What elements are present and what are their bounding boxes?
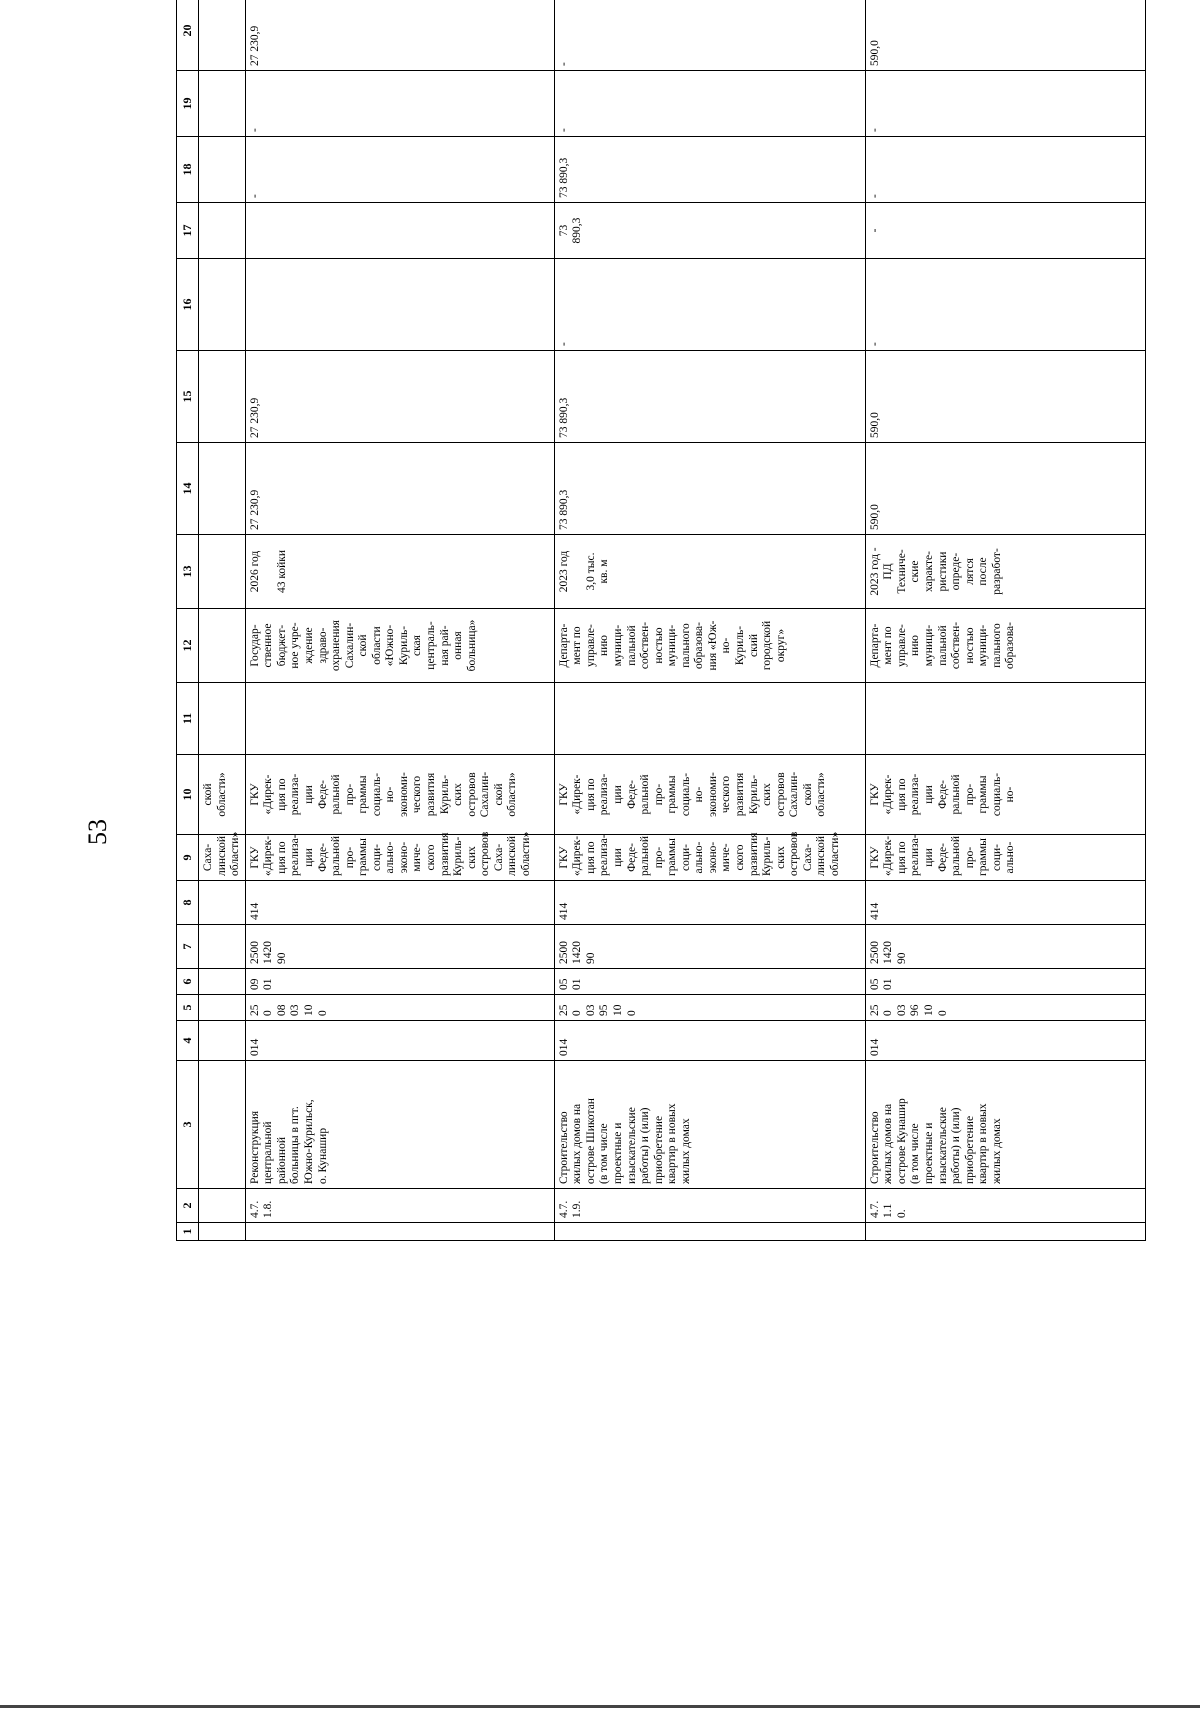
table-cell-c4 <box>245 1021 554 1061</box>
column-header: 11 <box>177 683 199 755</box>
cell-text: 014 <box>557 1038 570 1056</box>
cell-text: ГКУ «Дирек- ция по реализа- ции Феде- ральной про- граммы соци- ально- эконо- миче- ского развития Куриль- ских островов Саха- линской области» <box>557 831 841 876</box>
column-header: 6 <box>177 969 199 995</box>
column-header: 5 <box>177 995 199 1021</box>
cell-text: Строительство жилых домов на острове Шикотан (в том числе проектные и изыскательские работы) и (или) приобретение квартир в новых жилых домах <box>557 1098 692 1184</box>
cell-text: 25 0 03 96 10 0 <box>868 1004 949 1016</box>
cell-text: 73 890,3 <box>557 157 570 198</box>
column-header: 9 <box>177 835 199 881</box>
table-cell-c14 <box>245 443 554 535</box>
table-cell-c17 <box>554 203 865 259</box>
table-cell-c10 <box>245 755 554 835</box>
scan-edge <box>0 1705 1200 1708</box>
column-header: 7 <box>177 925 199 969</box>
table-cell-c12 <box>554 609 865 683</box>
cell-text: - <box>557 342 570 346</box>
cell-text: - <box>248 194 261 198</box>
table-cell-c6 <box>554 969 865 995</box>
table-cell-c8 <box>554 881 865 925</box>
column-header: 4 <box>177 1021 199 1061</box>
table-cell-c11 <box>245 683 554 755</box>
cell-text: - <box>248 128 261 132</box>
cell-text: 2500 1420 90 <box>248 941 288 964</box>
table-cell-c13 <box>865 535 1145 609</box>
cell-text: 27 230,9 <box>248 489 261 530</box>
column-header: 13 <box>177 535 199 609</box>
table-cell-c16 <box>245 259 554 351</box>
table-cell-c20 <box>865 0 1145 71</box>
table-cell-c14 <box>865 443 1145 535</box>
cell-text <box>246 259 251 350</box>
continuation-text: Саха- линской области» <box>202 831 242 876</box>
cell-text: 4.7. 1.1 0. <box>868 1200 908 1218</box>
column-header: 12 <box>177 609 199 683</box>
program-table <box>176 0 1146 1241</box>
table-cell-c12 <box>245 609 554 683</box>
cell-text: 4.7. 1.8. <box>248 1200 275 1218</box>
cell-text: Государ- ственное бюджет- ное учре- ждение здраво- охранения Сахалин- ской области «Южно- Куриль- ская централь- ная рай- онная больница» <box>248 619 478 672</box>
table-cell-c10 <box>554 755 865 835</box>
table-cell-c18 <box>245 137 554 203</box>
cell-text <box>555 1223 560 1240</box>
cell-text: 414 <box>557 902 570 920</box>
cell-text: 25 0 03 95 10 0 <box>557 1004 638 1016</box>
cell-text: 2500 1420 90 <box>557 941 597 964</box>
document-sheet <box>176 24 1100 1241</box>
table-cell-c16 <box>865 259 1145 351</box>
cell-text: - <box>557 62 570 66</box>
column-header: 1 <box>177 1223 199 1241</box>
cell-text: - <box>557 128 570 132</box>
table-cell-c16 <box>554 259 865 351</box>
table-cell-c15 <box>865 351 1145 443</box>
continuation-row <box>199 0 246 1241</box>
column-header: 20 <box>177 0 199 71</box>
cell-text: 25 0 08 03 10 0 <box>248 1004 329 1016</box>
cell-text: - <box>868 342 881 346</box>
table-cell-c15 <box>554 351 865 443</box>
cell-text: - <box>868 128 881 132</box>
table-cell-c9 <box>865 835 1145 881</box>
page-number: 53 <box>83 819 112 845</box>
table-cell-c10 <box>865 755 1145 835</box>
cell-text: 2500 1420 90 <box>868 941 908 964</box>
table-cell-c4 <box>554 1021 865 1061</box>
table-row <box>245 0 554 1241</box>
table-cell-c7 <box>554 925 865 969</box>
table-cell-c5 <box>865 995 1145 1021</box>
cell-text: ГКУ «Дирек- ция по реализа- ции Феде- ральной про- граммы соци- ально- эконо- миче- ского развития Куриль- ских островов Саха- линской области» <box>248 831 532 876</box>
table-cell-c1 <box>865 1223 1145 1241</box>
cell-text: ГКУ «Дирек- ция по реализа- ции Феде- ральной про- граммы соци- ально- <box>868 834 1017 876</box>
cell-text: 05 01 <box>868 978 895 990</box>
cell-text: ГКУ «Дирек- ция по реализа- ции Феде- ральной про- граммы социаль- но- экономи- ческого развития Куриль- ских островов Сахалин- ской области» <box>557 771 828 818</box>
cell-text: 2026 год 43 койки <box>248 549 288 594</box>
table-cell-c20 <box>245 0 554 71</box>
cell-text: 590,0 <box>868 504 881 530</box>
table-cell-c9 <box>554 831 865 881</box>
table-cell-c5 <box>245 995 554 1021</box>
table-cell-c2 <box>865 1189 1145 1223</box>
table-cell-c3 <box>245 1061 554 1189</box>
table-cell-c1 <box>245 1223 554 1241</box>
rotated-table-wrapper <box>176 24 1100 1241</box>
cell-text: 73 890,3 <box>557 397 570 438</box>
table-cell-c9 <box>245 831 554 881</box>
table-cell-c3 <box>554 1061 865 1189</box>
table-cell-c11 <box>554 683 865 755</box>
table-cell-c13 <box>554 535 865 609</box>
table-cell-c17 <box>245 203 554 259</box>
cell-text: Реконструкция центральной районной больницы в пгт. Южно-Курильск, о. Кунашир <box>248 1099 329 1184</box>
cell-text: Департа- мент по управле- нию муници- пальной собствен- ностью муници- пального образова- ния «Юж- но- Куриль- ский городской округ» <box>557 620 787 671</box>
column-header: 17 <box>177 203 199 259</box>
column-header: 15 <box>177 351 199 443</box>
cell-text: 590,0 <box>868 40 881 66</box>
cell-text: Департа- мент по управле- нию муници- пальной собствен- ностью муници- пального образова- <box>868 621 1017 670</box>
table-cell-c18 <box>554 137 865 203</box>
table-row <box>865 0 1145 1241</box>
table-cell-c14 <box>554 443 865 535</box>
table-cell-c8 <box>865 881 1145 925</box>
column-header: 3 <box>177 1061 199 1189</box>
cell-text: ГКУ «Дирек- ция по реализа- ции Феде- ральной про- граммы социаль- но- экономи- ческого развития Куриль- ских островов Сахалин- ской области» <box>248 771 519 818</box>
table-cell-c18 <box>865 137 1145 203</box>
column-number-row <box>177 0 199 1241</box>
continuation-text: ской области» <box>202 772 228 817</box>
table-cell-c4 <box>865 1021 1145 1061</box>
cell-text: 014 <box>868 1038 881 1056</box>
cell-text <box>246 1223 251 1240</box>
table-cell-c3 <box>865 1061 1145 1189</box>
cell-text: - <box>868 228 881 233</box>
cell-text: 73 890,3 <box>557 217 584 244</box>
table-cell-c17 <box>865 203 1145 259</box>
column-header: 18 <box>177 137 199 203</box>
table-cell-c5 <box>554 995 865 1021</box>
table-cell-c20 <box>554 0 865 71</box>
column-header: 14 <box>177 443 199 535</box>
cell-text <box>866 1223 871 1240</box>
cell-text: 2023 год - ПД Техниче- ские характе- ристики опреде- лятся после разработ- <box>868 547 1003 596</box>
cell-text: 014 <box>248 1038 261 1056</box>
column-header: 10 <box>177 755 199 835</box>
cell-text <box>866 683 871 754</box>
cell-text: 27 230,9 <box>248 397 261 438</box>
table-cell-c15 <box>245 351 554 443</box>
table-row <box>554 0 865 1241</box>
table-cell-c6 <box>245 969 554 995</box>
cell-text: 05 01 <box>557 978 584 990</box>
cell-text: - <box>868 194 881 198</box>
table-cell-c19 <box>865 71 1145 137</box>
cell-text: 2023 год 3,0 тыс. кв. м <box>557 550 611 593</box>
cell-text: 73 890,3 <box>557 489 570 530</box>
table-cell-c2 <box>245 1189 554 1223</box>
table-cell-c12 <box>865 609 1145 683</box>
cell-text: 590,0 <box>868 412 881 438</box>
table-cell-c19 <box>554 71 865 137</box>
cell-text: 4.7. 1.9. <box>557 1200 584 1218</box>
table-cell-c19 <box>245 71 554 137</box>
column-header: 8 <box>177 881 199 925</box>
cell-text <box>555 683 560 754</box>
table-cell-c7 <box>865 925 1145 969</box>
table-cell-c1 <box>554 1223 865 1241</box>
column-header: 19 <box>177 71 199 137</box>
cell-text: 414 <box>868 902 881 920</box>
table-cell-c13 <box>245 535 554 609</box>
table-cell-c7 <box>245 925 554 969</box>
table-cell-c2 <box>554 1189 865 1223</box>
column-header: 16 <box>177 259 199 351</box>
table-cell-c11 <box>865 683 1145 755</box>
table-cell-c8 <box>245 881 554 925</box>
cell-text <box>246 683 251 754</box>
column-header: 2 <box>177 1189 199 1223</box>
cell-text: Строительство жилых домов на острове Кунашир (в том числе проектные и изыскательские работы) и (или) приобретение квартир в новых жилых домах <box>868 1098 1003 1184</box>
cell-text: 27 230,9 <box>248 25 261 66</box>
cell-text: 414 <box>248 902 261 920</box>
cell-text <box>246 203 251 258</box>
cell-text: 09 01 <box>248 978 275 990</box>
cell-text: ГКУ «Дирек- ция по реализа- ции Феде- ральной про- граммы социаль- но- <box>868 772 1017 817</box>
table-cell-c6 <box>865 969 1145 995</box>
